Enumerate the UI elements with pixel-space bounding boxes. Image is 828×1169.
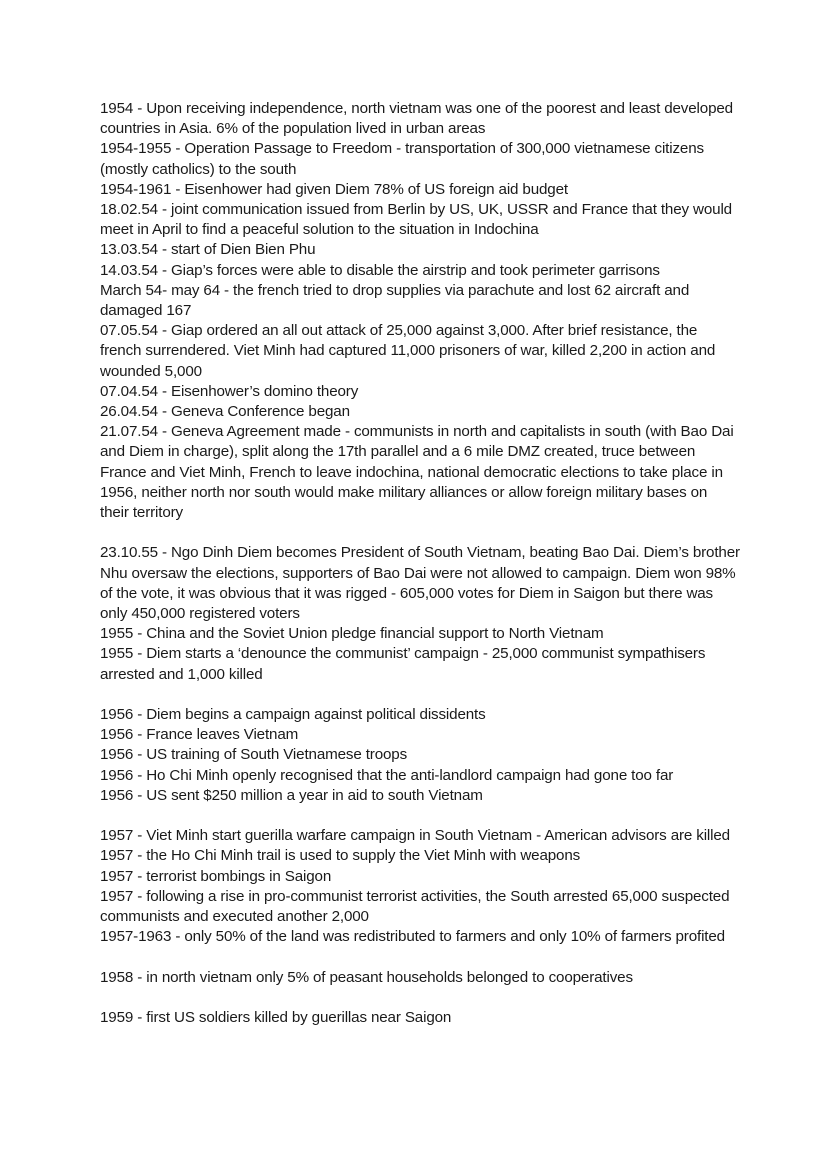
timeline-entry: 1954-1955 - Operation Passage to Freedom - transportation of 300,000 vietnamese citizens (mostly catholics) to the south (100, 140, 704, 178)
timeline-entry: 1956 - Diem begins a campaign against political dissidents (100, 706, 486, 724)
timeline-entry: 1954-1961 - Eisenhower had given Diem 78% of US foreign aid budget (100, 180, 568, 198)
timeline-entry: 18.02.54 - joint communication issued from Berlin by US, UK, USSR and France that they would meet in April to find a peaceful solution to the situation in Indochina (100, 201, 732, 239)
section-1956 (100, 705, 740, 806)
section-1955 (100, 543, 740, 684)
timeline-entry: 1955 - China and the Soviet Union pledge financial support to North Vietnam (100, 625, 604, 643)
section-1959 (100, 1008, 740, 1028)
section-1957 (100, 826, 740, 947)
timeline-entry: 23.10.55 - Ngo Dinh Diem becomes President of South Vietnam, beating Bao Dai. Diem’s brother Nhu oversaw the elections, supporters of Bao Dai were not allowed to campaign. Diem won 98% of the vote, it was obvious that it was rigged - 605,000 votes for Diem in Saigon but there was only 450,000 registered voters (100, 544, 740, 623)
timeline-entry: 14.03.54 - Giap’s forces were able to disable the airstrip and took perimeter garrisons (100, 261, 660, 279)
timeline-entry: 1957 - Viet Minh start guerilla warfare campaign in South Vietnam - American advisors are killed (100, 827, 730, 845)
timeline-entry: 07.05.54 - Giap ordered an all out attack of 25,000 against 3,000. After brief resistance, the french surrendered. Viet Minh had captured 11,000 prisoners of war, killed 2,200 in action and wounded 5,000 (100, 322, 716, 380)
timeline-entry: 13.03.54 - start of Dien Bien Phu (100, 241, 316, 259)
timeline-entry: 1957 - the Ho Chi Minh trail is used to supply the Viet Minh with weapons (100, 847, 581, 865)
timeline-entry: 1956 - Ho Chi Minh openly recognised that the anti-landlord campaign had gone too far (100, 766, 674, 784)
timeline-entry: 1957 - following a rise in pro-communist terrorist activities, the South arrested 65,000 suspected communists and executed another 2,000 (100, 887, 730, 926)
timeline-entry: 1956 - US sent $250 million a year in aid to south Vietnam (100, 786, 483, 804)
timeline-entry: 1955 - Diem starts a ‘denounce the communist’ campaign - 25,000 communist sympathisers arrested and 1,000 killed (100, 645, 706, 683)
section-1954 (100, 99, 740, 523)
timeline-entry: 1956 - France leaves Vietnam (100, 726, 299, 744)
timeline-entry: 07.04.54 - Eisenhower’s domino theory (100, 382, 359, 400)
timeline-entry: 1954 - Upon receiving independence, north vietnam was one of the poorest and least developed countries in Asia. 6% of the population lived in urban areas (100, 100, 733, 138)
section-1958 (100, 968, 740, 988)
document-page (100, 99, 740, 1028)
timeline-entry: 1956 - US training of South Vietnamese troops (100, 746, 408, 764)
timeline-entry: 21.07.54 - Geneva Agreement made - communists in north and capitalists in south (with Bao Dai and Diem in charge), split along the 17th parallel and a 6 mile DMZ created, truce between France and Viet Minh, French to leave indochina, national democratic elections to take place in 1956, neither north nor south would make military alliances or allow foreign military bases on their territory (100, 423, 734, 522)
timeline-entry: 1959 - first US soldiers killed by guerillas near Saigon (100, 1009, 452, 1027)
timeline-entry: 1957 - terrorist bombings in Saigon (100, 867, 332, 885)
timeline-entry: March 54- may 64 - the french tried to drop supplies via parachute and lost 62 aircraft and damaged 167 (100, 281, 690, 320)
timeline-entry: 1957-1963 - only 50% of the land was redistributed to farmers and only 10% of farmers profited (100, 928, 725, 946)
timeline-entry: 26.04.54 - Geneva Conference began (100, 403, 350, 421)
timeline-entry: 1958 - in north vietnam only 5% of peasant households belonged to cooperatives (100, 968, 633, 986)
